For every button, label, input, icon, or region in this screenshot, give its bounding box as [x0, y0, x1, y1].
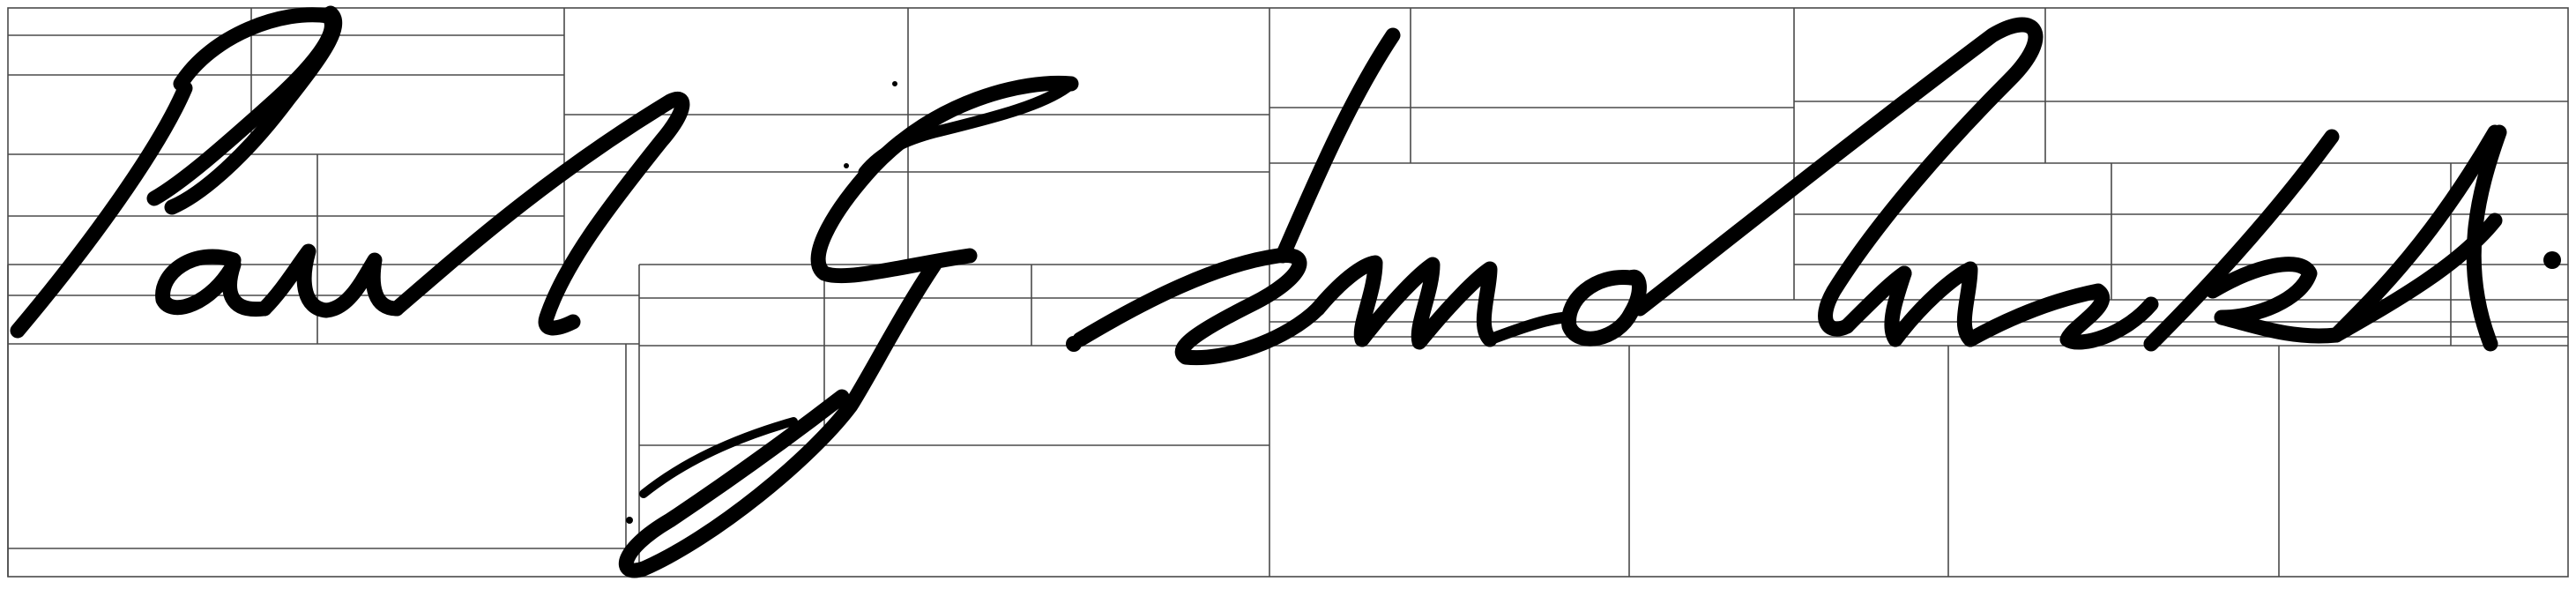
letter-n — [1892, 269, 1970, 339]
ink-speck — [892, 81, 897, 86]
letter-s-small — [1970, 291, 2151, 342]
grid-border — [8, 8, 2568, 577]
ink-speck — [844, 163, 849, 168]
letter-s — [1080, 255, 1318, 357]
letter-i-last-dot — [2543, 251, 2561, 269]
letter-o — [1569, 277, 1640, 339]
letter-g-top — [818, 83, 1071, 275]
background-grid — [8, 8, 2568, 577]
letter-m — [1318, 263, 1490, 342]
signature-ink — [18, 13, 2561, 570]
letter-u — [264, 251, 397, 310]
letter-s-lead — [1283, 35, 1393, 256]
ink-speck — [626, 517, 633, 524]
letter-g-loop — [626, 265, 934, 570]
